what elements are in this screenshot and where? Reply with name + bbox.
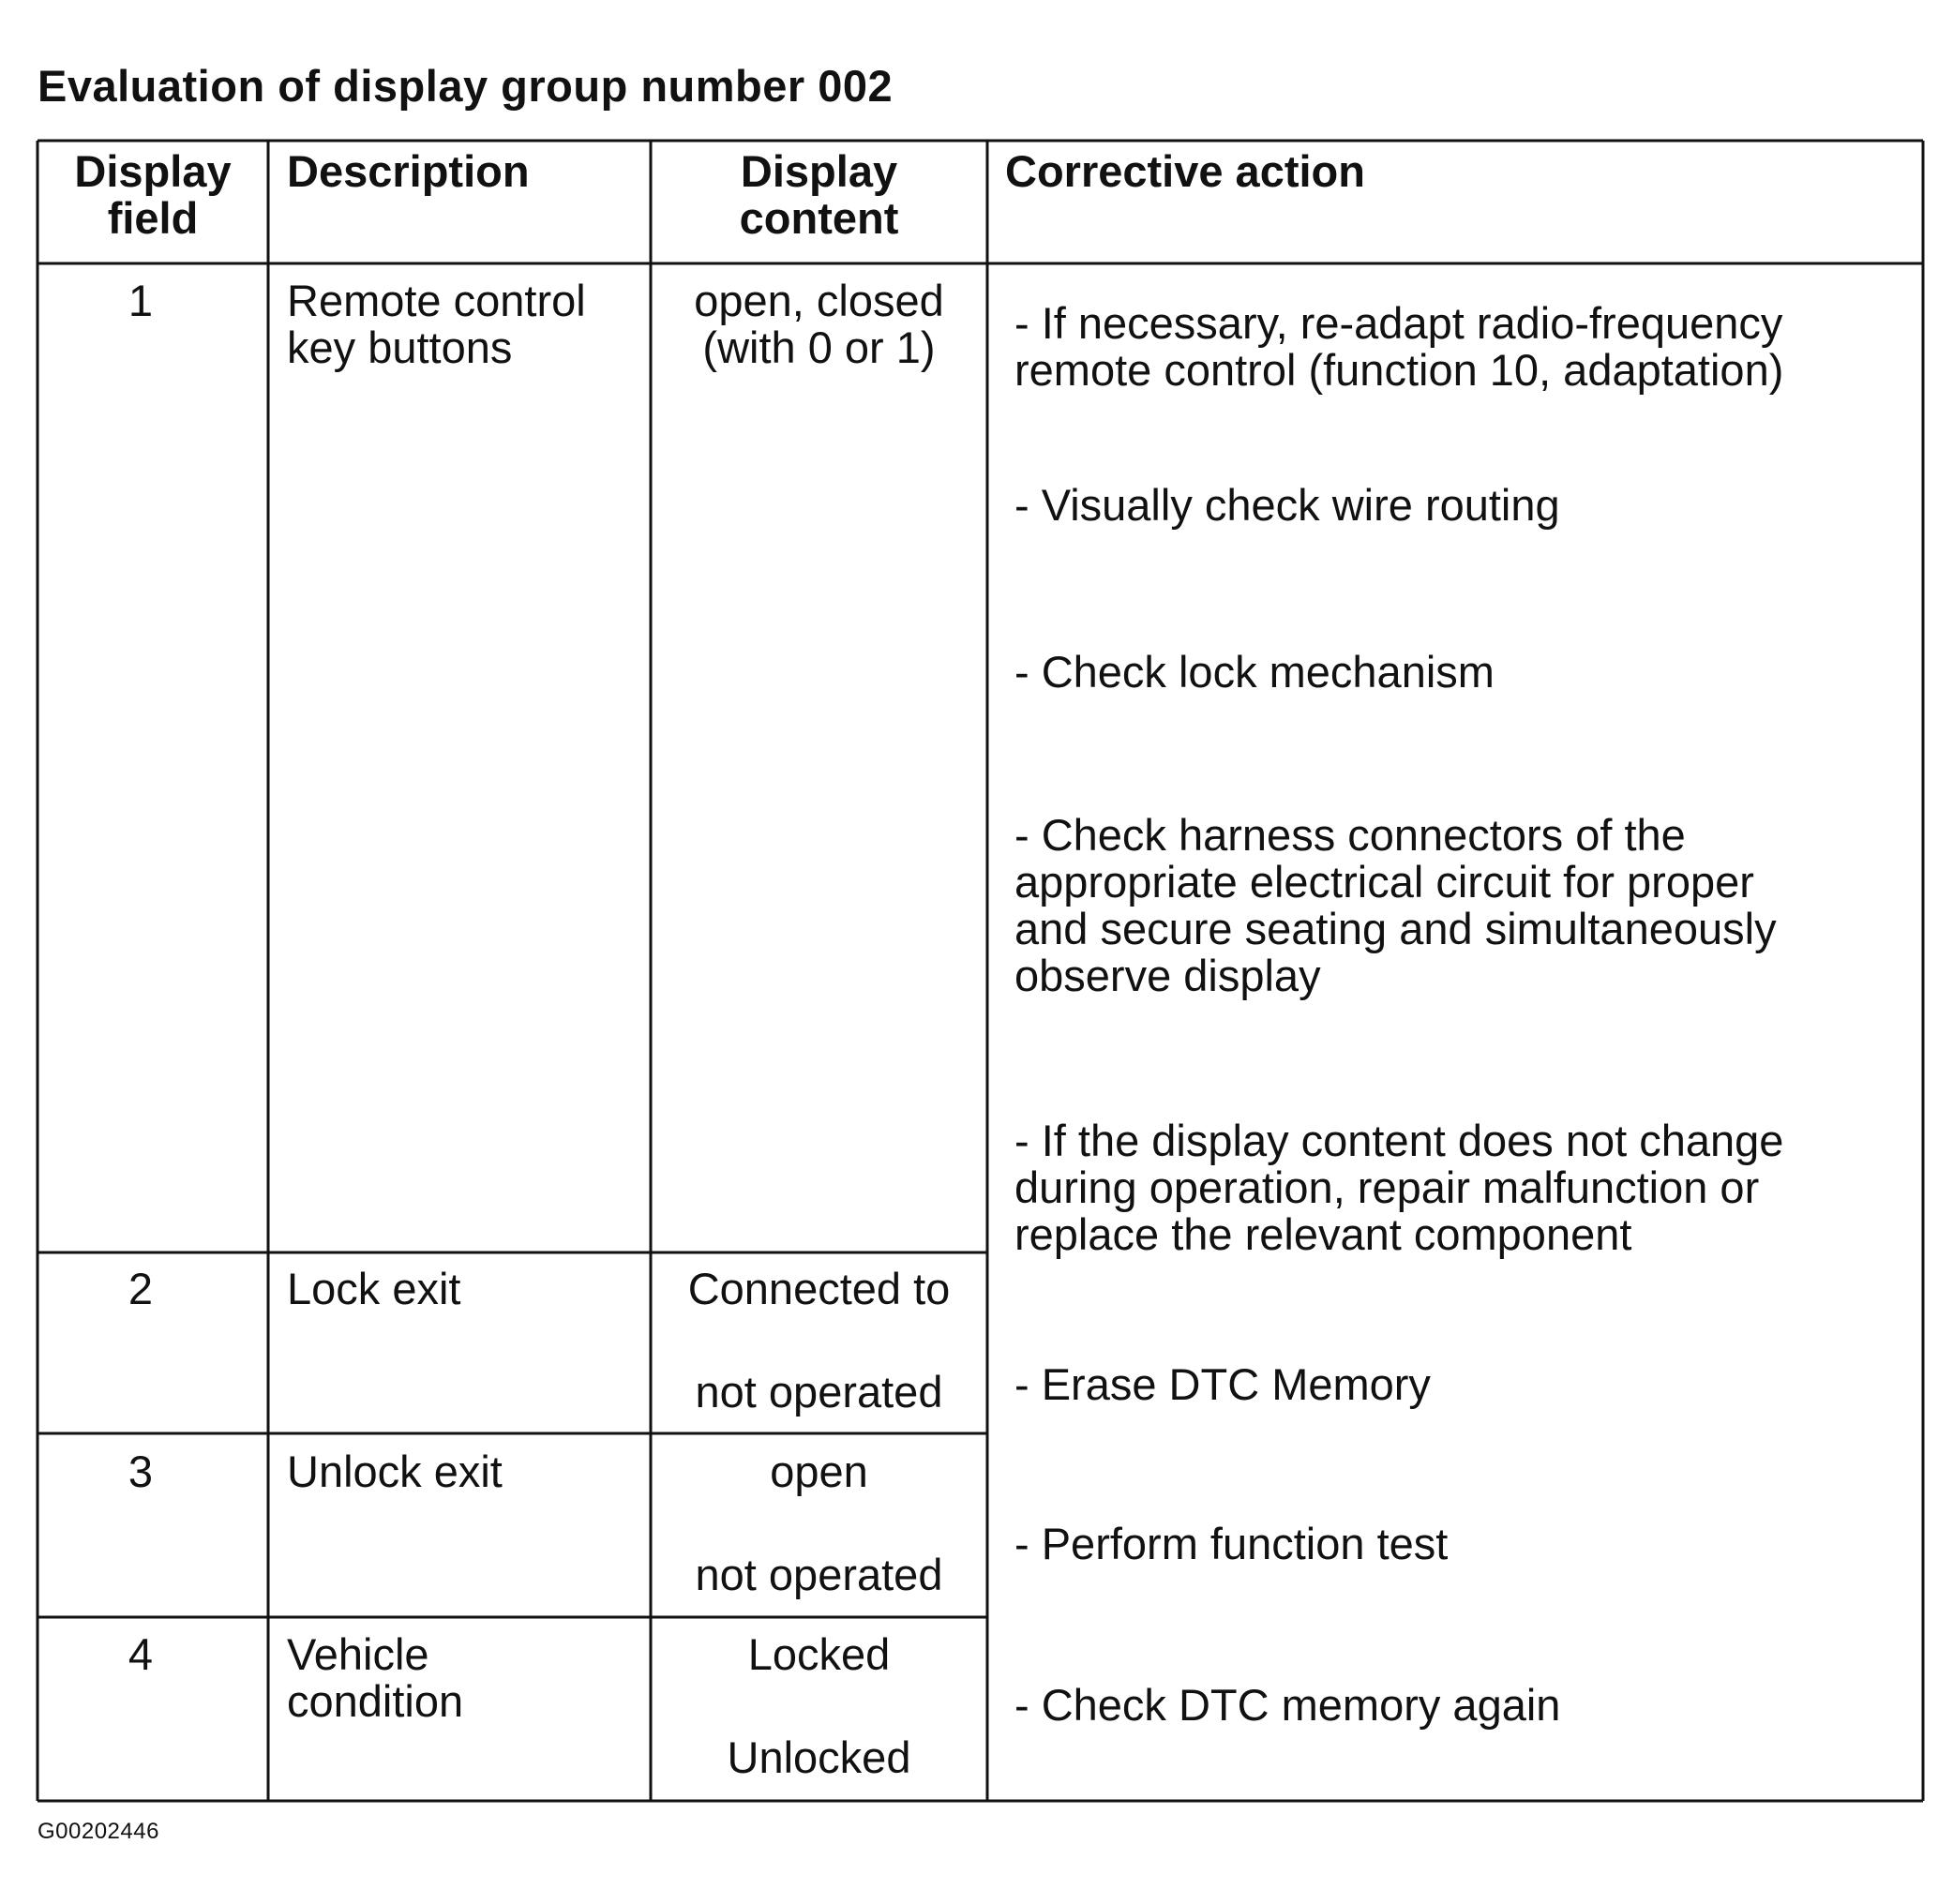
row-4-content-1: Locked: [747, 1629, 891, 1679]
row-2-content-1: Connected to: [687, 1264, 951, 1313]
figure-id: G00202446: [38, 1819, 159, 1844]
corrective-action-item: - Check lock mechanism: [1014, 647, 1495, 697]
corrective-action-item: - Perform function test: [1014, 1519, 1449, 1568]
row-4-content-2: Unlocked: [727, 1732, 911, 1782]
row-1-field: 1: [128, 276, 154, 325]
row-4-description: Vehicle condition: [287, 1629, 464, 1726]
corrective-action-item: - If the display content does not change during operation, repair malfunction or replace the relevant component: [1014, 1116, 1784, 1259]
row-4-field: 4: [128, 1629, 154, 1679]
row-2-content-2: not operated: [695, 1367, 943, 1417]
row-3-description: Unlock exit: [287, 1447, 503, 1496]
corrective-action-item: - Check harness connectors of the appropriate electrical circuit for proper and secure seating and simultaneously observe display: [1014, 810, 1777, 1000]
header-description: Description: [287, 146, 530, 196]
header-display-field: Display field: [74, 146, 232, 243]
row-1-content: open, closed (with 0 or 1): [694, 276, 944, 372]
row-3-content-2: not operated: [695, 1550, 943, 1599]
row-2-field: 2: [128, 1264, 154, 1313]
corrective-action-item: - Check DTC memory again: [1014, 1680, 1561, 1730]
row-3-field: 3: [128, 1447, 154, 1496]
row-1-description: Remote control key buttons: [287, 276, 586, 372]
corrective-action-item: - Visually check wire routing: [1014, 480, 1560, 530]
corrective-action-item: - Erase DTC Memory: [1014, 1359, 1431, 1409]
header-corrective-action: Corrective action: [1005, 146, 1365, 196]
row-2-description: Lock exit: [287, 1264, 461, 1313]
header-display-content: Display content: [739, 146, 899, 243]
corrective-action-item: - If necessary, re-adapt radio-frequency remote control (function 10, adaptation): [1014, 298, 1784, 395]
page-title: Evaluation of display group number 002: [38, 61, 894, 111]
row-3-content-1: open: [770, 1447, 868, 1496]
